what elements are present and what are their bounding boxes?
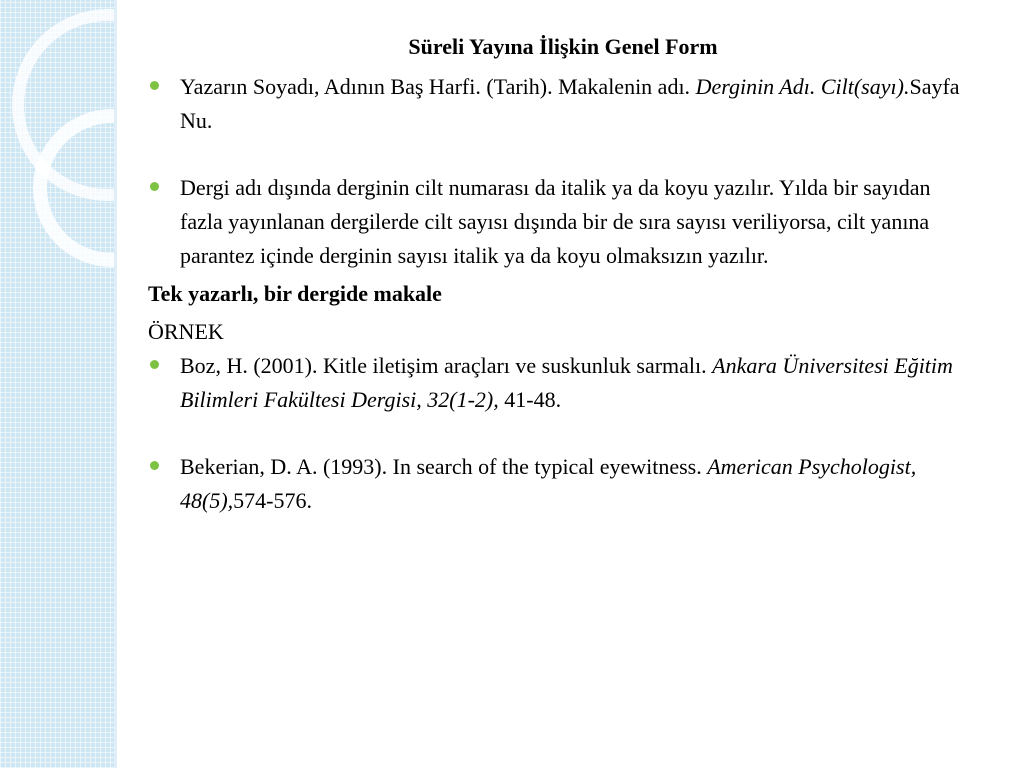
subheading: Tek yazarlı, bir dergide makale	[148, 281, 442, 306]
decorative-sidebar	[0, 0, 117, 768]
item-trailing-text: Sayfa Nu.	[180, 74, 960, 133]
bullet-dot-icon	[150, 360, 159, 369]
example-label: ÖRNEK	[148, 319, 224, 344]
decorative-rings	[0, 0, 114, 768]
form-title: Süreli Yayına İlişkin Genel Form	[408, 34, 718, 59]
example-italic-text: American Psychologist, 48(5),	[180, 454, 917, 513]
ring-large	[18, 15, 114, 195]
example-italic-text: Ankara Üniversitesi Eğitim Bilimleri Fakültesi Dergisi, 32(1-2),	[180, 353, 953, 412]
item-text: Yazarın Soyadı, Adının Baş Harfi. (Tarih). Makalenin adı.	[180, 74, 696, 99]
example-text: Boz, H. (2001). Kitle iletişim araçları ve suskunluk sarmalı.	[180, 353, 713, 378]
example-text: Bekerian, D. A. (1993). In search of the typical eyewitness.	[180, 454, 708, 479]
bullet-item-example-boz	[148, 349, 978, 417]
bullet-item-rule	[148, 171, 978, 273]
bullet-dot-icon	[150, 81, 159, 90]
bullet-dot-icon	[150, 182, 159, 191]
item-text: Dergi adı dışında derginin cilt numarası da italik ya da koyu yazılır. Yılda bir sayıdan fazla yayınlanan dergilerde cilt sayısı dışında bir de sıra sayısı veriliyorsa, cilt yanına parantez içinde derginin sayısı italik ya da koyu olmaksızın yazılır.	[180, 175, 931, 268]
example-trailing-text: 574-576.	[233, 488, 312, 513]
bullet-dot-icon	[150, 461, 159, 470]
example-trailing-text: 41-48.	[498, 387, 562, 412]
item-italic-text: Derginin Adı. Cilt(sayı).	[695, 74, 910, 99]
bullet-item-example-bekerian	[148, 450, 978, 518]
slide-content	[148, 30, 978, 518]
bullet-item-format	[148, 70, 978, 138]
